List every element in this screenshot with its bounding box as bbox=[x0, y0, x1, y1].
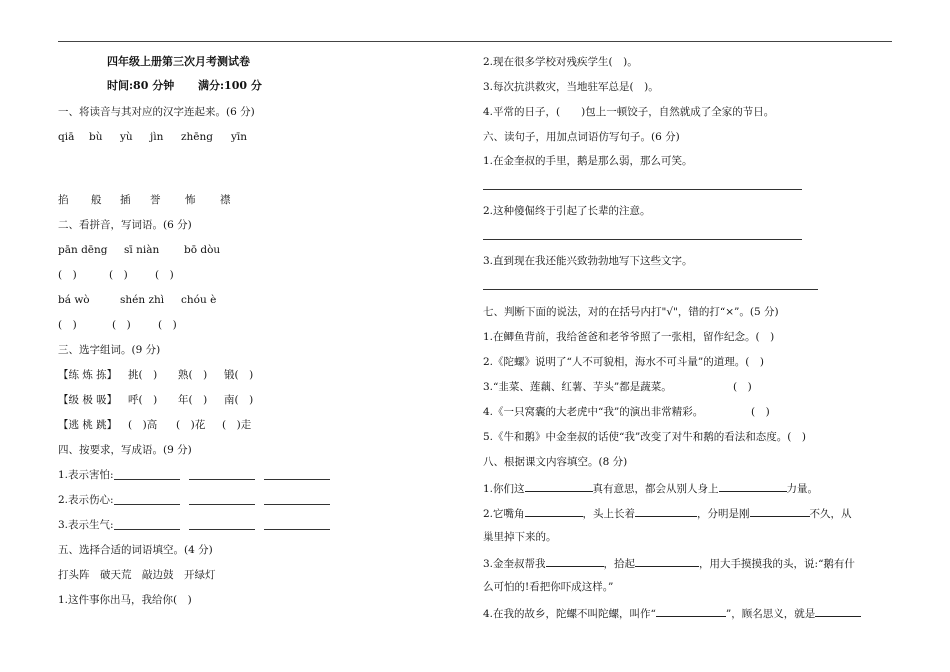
fill-text: ，分明是刚 bbox=[697, 508, 750, 520]
pinyin-word-1: pān dēng bbox=[58, 244, 108, 256]
section-1-heading: 一、将读音与其对应的汉字连起来。(6 分) bbox=[58, 106, 255, 118]
answer-paren[interactable]: ( ) bbox=[155, 269, 174, 281]
answer-blank[interactable] bbox=[750, 505, 810, 517]
exam-time: 时间:80 分钟 bbox=[107, 79, 175, 92]
group-label-3: 【逃 桃 跳】 bbox=[58, 419, 118, 431]
answer-line[interactable] bbox=[189, 529, 255, 530]
char-3: 插 bbox=[120, 194, 131, 206]
answer-blank[interactable] bbox=[525, 480, 593, 492]
fill-word[interactable]: 熟( ) bbox=[178, 369, 208, 381]
pinyin-2: bù bbox=[89, 131, 103, 143]
question-6-3: 3.直到现在我还能兴致勃勃地写下这些文字。 bbox=[483, 255, 693, 267]
fill-text: ，拾起 bbox=[603, 558, 636, 570]
fill-text: 2.它嘴角 bbox=[483, 508, 525, 520]
fill-text: 3.金奎叔帮我 bbox=[483, 558, 546, 570]
answer-paren[interactable]: ( ) bbox=[112, 319, 131, 331]
pinyin-1: qiā bbox=[58, 131, 75, 143]
section-3-heading: 三、选字组词。(9 分) bbox=[58, 344, 161, 356]
pinyin-word-5: shén zhì bbox=[120, 294, 165, 306]
answer-line[interactable] bbox=[189, 479, 255, 480]
group-label-1: 【练 炼 拣】 bbox=[58, 369, 118, 381]
fill-item-1 bbox=[483, 480, 818, 496]
section-2-heading: 二、看拼音，写词语。(6 分) bbox=[58, 219, 192, 231]
fill-text: 不久，从 bbox=[809, 508, 852, 520]
judge-2: 2.《陀螺》说明了“人不可貌相，海水不可斗量”的道理。( ) bbox=[483, 356, 764, 368]
question-5-3: 3.每次抗洪救灾，当地驻军总是( )。 bbox=[483, 81, 659, 93]
fill-word[interactable]: 挑( ) bbox=[128, 369, 158, 381]
question-6-2: 2.这种傻倔终于引起了长辈的注意。 bbox=[483, 205, 651, 217]
fill-item-2-cont: 巢里掉下来的。 bbox=[483, 531, 557, 543]
fill-text: 真有意思，都会从别人身上 bbox=[592, 483, 719, 495]
pinyin-word-3: bō dòu bbox=[184, 244, 221, 256]
answer-blank[interactable] bbox=[656, 605, 726, 617]
answer-paren[interactable]: ( ) bbox=[58, 319, 77, 331]
char-6: 襟 bbox=[220, 194, 231, 206]
answer-paren[interactable]: ( ) bbox=[58, 269, 77, 281]
question-5-4: 4.平常的日子，( )包上一顿饺子，自然就成了全家的节日。 bbox=[483, 106, 775, 118]
section-8-heading: 八、根据课文内容填空。(8 分) bbox=[483, 456, 628, 468]
section-4-heading: 四、按要求，写成语。(9 分) bbox=[58, 444, 192, 456]
fill-word[interactable]: ( )高 bbox=[128, 419, 158, 431]
top-rule bbox=[58, 41, 892, 42]
fill-word[interactable]: ( )走 bbox=[222, 419, 252, 431]
answer-line[interactable] bbox=[114, 479, 180, 480]
pinyin-4: jìn bbox=[150, 131, 164, 143]
answer-line[interactable] bbox=[264, 529, 330, 530]
fill-word[interactable]: 年( ) bbox=[178, 394, 208, 406]
idiom-item-2: 2.表示伤心: bbox=[58, 494, 114, 506]
fill-text: 1.你们这 bbox=[483, 483, 525, 495]
judge-4: 4.《一只窝囊的大老虎中“我”的演出非常精彩。 bbox=[483, 406, 704, 418]
section-6-heading: 六、读句子，用加点词语仿写句子。(6 分) bbox=[483, 131, 680, 143]
answer-line[interactable] bbox=[264, 504, 330, 505]
idiom-item-3: 3.表示生气: bbox=[58, 519, 114, 531]
fill-word[interactable]: 南( ) bbox=[224, 394, 254, 406]
char-1: 掐 bbox=[58, 194, 69, 206]
page-title: 四年级上册第三次月考测试卷 bbox=[107, 55, 250, 68]
answer-blank[interactable] bbox=[525, 505, 583, 517]
fill-word[interactable]: 呼( ) bbox=[128, 394, 158, 406]
answer-paren[interactable]: ( ) bbox=[109, 269, 128, 281]
char-5: 怖 bbox=[185, 194, 196, 206]
pinyin-word-2: sī niàn bbox=[124, 244, 160, 256]
fill-word[interactable]: ( )花 bbox=[176, 419, 206, 431]
judge-paren[interactable]: ( ) bbox=[751, 406, 770, 418]
fill-word[interactable]: 锻( ) bbox=[224, 369, 254, 381]
fill-text: ，用大手摸摸我的头，说:“鹅有什 bbox=[699, 558, 855, 570]
question-5-2: 2.现在很多学校对残疾学生( )。 bbox=[483, 56, 638, 68]
writing-line[interactable] bbox=[483, 189, 802, 190]
pinyin-3: yù bbox=[120, 131, 133, 143]
answer-line[interactable] bbox=[264, 479, 330, 480]
writing-line[interactable] bbox=[483, 289, 818, 290]
answer-blank[interactable] bbox=[815, 605, 861, 617]
judge-paren[interactable]: ( ) bbox=[733, 381, 752, 393]
judge-1: 1.在鲫鱼背前，我给爸爸和老爷爷照了一张相，留作纪念。( ) bbox=[483, 331, 775, 343]
fill-text: 4.在我的故乡，陀螺不叫陀螺，叫作“ bbox=[483, 608, 656, 620]
question-5-1: 1.这件事你出马，我给你( ) bbox=[58, 594, 192, 606]
char-4: 誉 bbox=[150, 194, 161, 206]
idiom-item-1: 1.表示害怕: bbox=[58, 469, 114, 481]
answer-paren[interactable]: ( ) bbox=[158, 319, 177, 331]
section-5-heading: 五、选择合适的词语填空。(4 分) bbox=[58, 544, 213, 556]
exam-score: 满分:100 分 bbox=[198, 79, 262, 92]
fill-item-4 bbox=[483, 605, 861, 621]
pinyin-word-6: chóu è bbox=[181, 294, 217, 306]
answer-line[interactable] bbox=[189, 504, 255, 505]
pinyin-6: yīn bbox=[231, 131, 248, 143]
judge-5: 5.《牛和鹅》中金奎叔的话使“我”改变了对牛和鹅的看法和态度。( ) bbox=[483, 431, 806, 443]
fill-text: 力量。 bbox=[786, 483, 819, 495]
answer-blank[interactable] bbox=[546, 555, 604, 567]
section-7-heading: 七、判断下面的说法，对的在括号内打"√"，错的打“×”。(5 分) bbox=[483, 306, 779, 318]
answer-line[interactable] bbox=[114, 504, 180, 505]
pinyin-word-4: bá wò bbox=[58, 294, 90, 306]
fill-text: ，头上长着 bbox=[582, 508, 636, 520]
char-2: 般 bbox=[91, 194, 102, 206]
writing-line[interactable] bbox=[483, 239, 802, 240]
answer-line[interactable] bbox=[114, 529, 180, 530]
group-label-2: 【级 极 吸】 bbox=[58, 394, 118, 406]
word-bank: 打头阵 破天荒 敲边鼓 开绿灯 bbox=[58, 569, 216, 581]
pinyin-5: zhēng bbox=[181, 131, 213, 143]
answer-blank[interactable] bbox=[635, 505, 697, 517]
answer-blank[interactable] bbox=[635, 555, 699, 567]
answer-blank[interactable] bbox=[719, 480, 787, 492]
fill-item-3-cont: 么可怕的!看把你吓成这样。” bbox=[483, 581, 614, 593]
fill-text: ”，顾名思义，就是 bbox=[725, 608, 816, 620]
fill-item-2 bbox=[483, 505, 852, 521]
judge-3: 3.“韭菜、莲藕、红薯、芋头”都是蔬菜。 bbox=[483, 381, 672, 393]
fill-item-3 bbox=[483, 555, 855, 571]
question-6-1: 1.在金奎叔的手里，鹅是那么弱，那么可笑。 bbox=[483, 155, 693, 167]
